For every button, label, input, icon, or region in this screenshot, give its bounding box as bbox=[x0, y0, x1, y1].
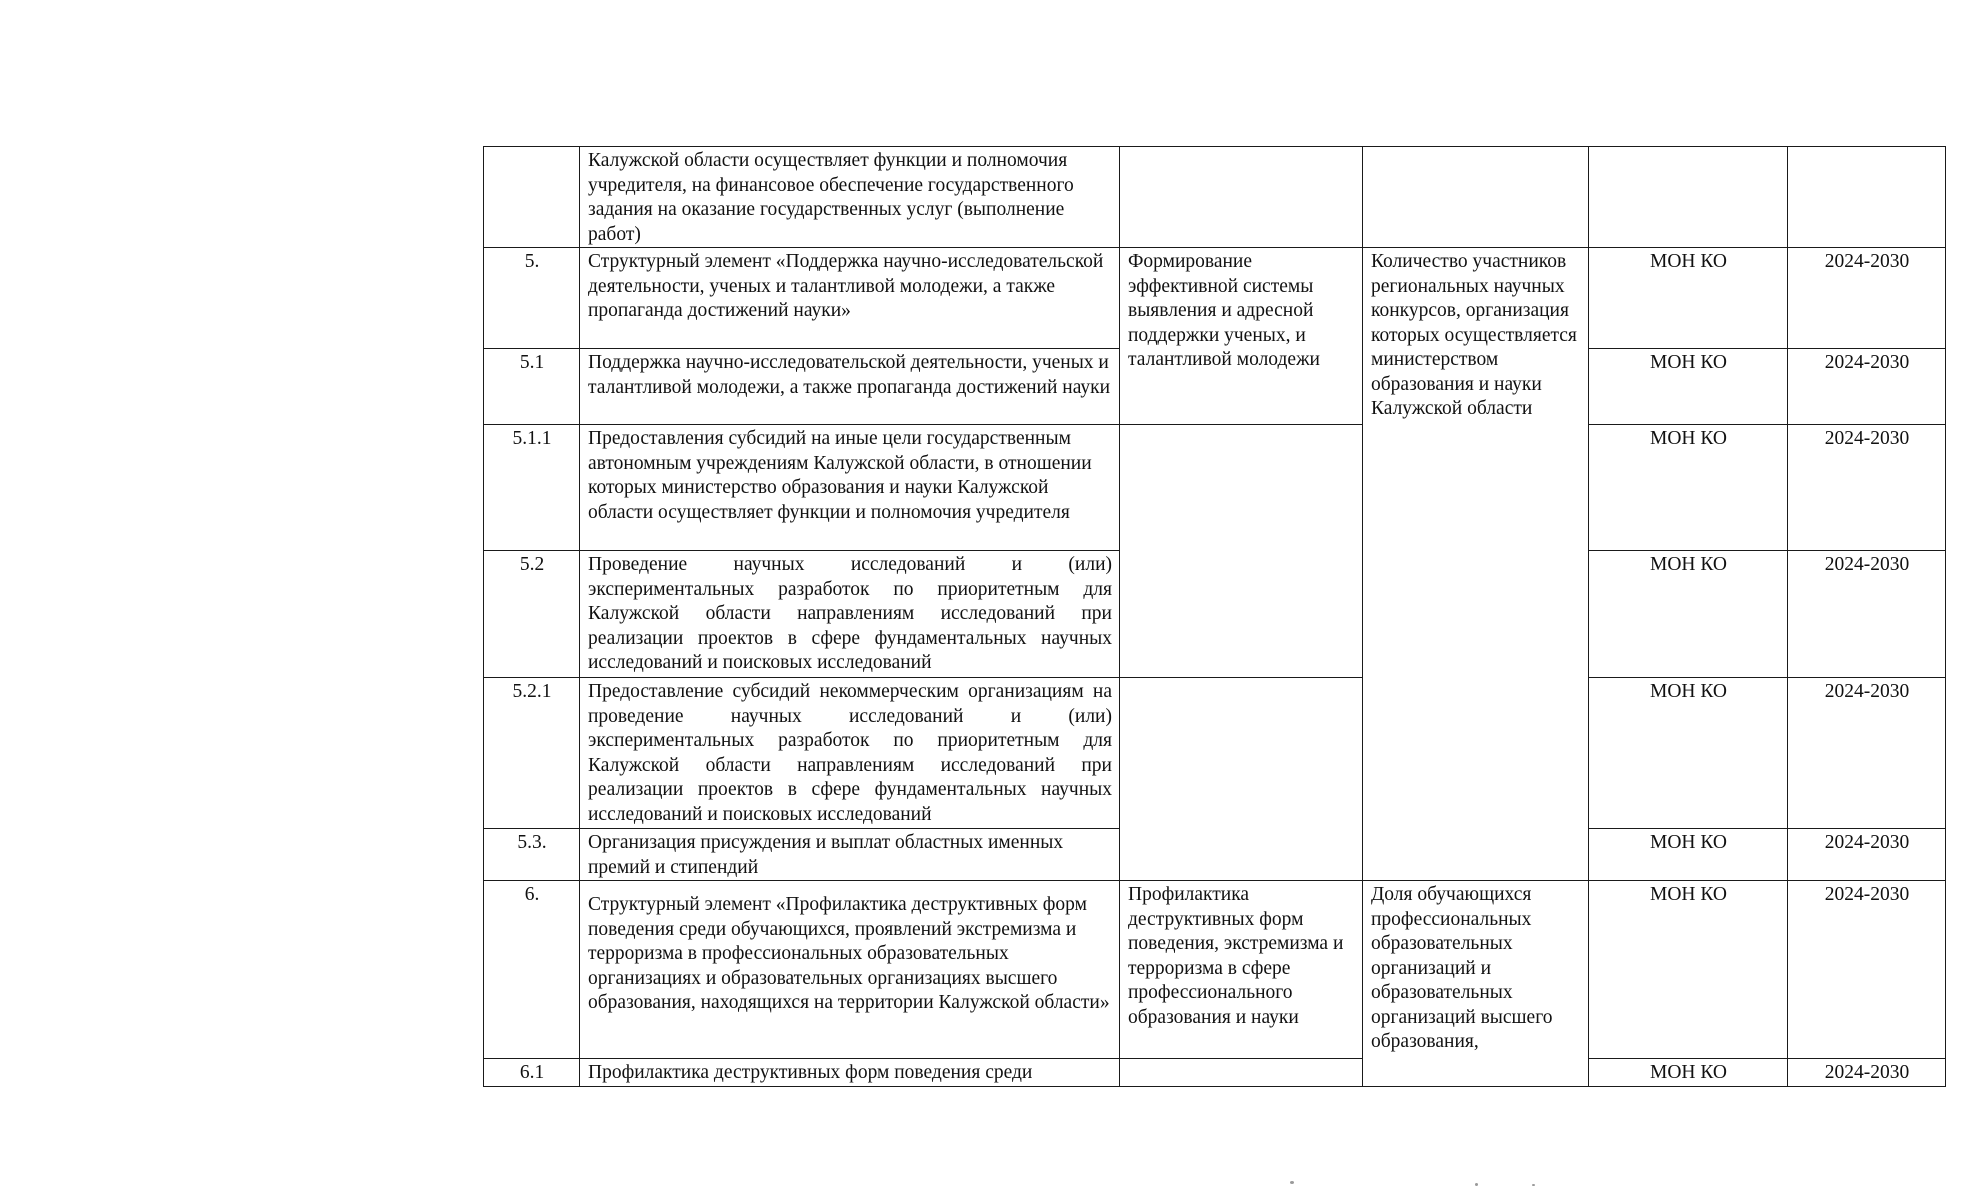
table-row bbox=[484, 881, 1946, 1059]
period-cell: 2024-2030 bbox=[1788, 349, 1946, 425]
plan-table bbox=[483, 146, 1946, 1087]
task-cell: Формирование эффективной системы выявления и адресной поддержки ученых, и талантливой молодежи bbox=[1120, 248, 1363, 425]
period-cell: 2024-2030 bbox=[1788, 551, 1946, 678]
measure-name-cell: Калужской области осуществляет функции и полномочия учредителя, на финансовое обеспечение государственного задания на оказание государственных услуг (выполнение работ) bbox=[580, 147, 1120, 248]
task-cell: Профилактика деструктивных форм поведения, экстремизма и терроризма в сфере профессионального образования и науки bbox=[1120, 881, 1363, 1059]
responsible-cell: МОН КО bbox=[1589, 678, 1788, 829]
indicator-cell: Доля обучающихся профессиональных образовательных организаций и образовательных организаций высшего образования, bbox=[1363, 881, 1589, 1087]
indicator-cell bbox=[1363, 147, 1589, 248]
responsible-cell: МОН КО bbox=[1589, 829, 1788, 881]
measure-name-cell: Проведение научных исследований и (или) экспериментальных разработок по приоритетным для Калужской области направлениям исследований при реализации проектов в сфере фундаментальных научных исследований и поисковых исследований bbox=[580, 551, 1120, 678]
period-cell: 2024-2030 bbox=[1788, 1059, 1946, 1087]
table-row bbox=[484, 678, 1946, 829]
row-number-cell: 5.1.1 bbox=[484, 425, 580, 551]
measure-name-cell: Предоставление субсидий некоммерческим организациям на проведение научных исследований и (или) экспериментальных разработок по приоритетным для Калужской области направлениям исследований при реализации проектов в сфере фундаментальных научных исследований и поисковых исследований bbox=[580, 678, 1120, 829]
task-cell bbox=[1120, 678, 1363, 881]
period-cell: 2024-2030 bbox=[1788, 881, 1946, 1059]
row-number-cell bbox=[484, 147, 580, 248]
measure-name-cell: Структурный элемент «Поддержка научно-исследовательской деятельности, ученых и талантливой молодежи, а также пропаганда достижений науки» bbox=[580, 248, 1120, 349]
responsible-cell: МОН КО bbox=[1589, 881, 1788, 1059]
row-number-cell: 5.2 bbox=[484, 551, 580, 678]
table-row bbox=[484, 147, 1946, 248]
indicator-cell: Количество участников региональных научных конкурсов, организация которых осуществляется министерством образования и науки Калужской области bbox=[1363, 248, 1589, 881]
task-cell bbox=[1120, 425, 1363, 678]
period-cell: 2024-2030 bbox=[1788, 678, 1946, 829]
period-cell: 2024-2030 bbox=[1788, 425, 1946, 551]
period-cell bbox=[1788, 147, 1946, 248]
scan-speck bbox=[1532, 1184, 1535, 1186]
table-row bbox=[484, 425, 1946, 551]
measure-name-cell: Профилактика деструктивных форм поведения среди bbox=[580, 1059, 1120, 1087]
table-row bbox=[484, 1059, 1946, 1087]
responsible-cell: МОН КО bbox=[1589, 248, 1788, 349]
measure-name-cell: Организация присуждения и выплат областных именных премий и стипендий bbox=[580, 829, 1120, 881]
responsible-cell: МОН КО bbox=[1589, 551, 1788, 678]
task-cell bbox=[1120, 147, 1363, 248]
task-cell bbox=[1120, 1059, 1363, 1087]
row-number-cell: 6.1 bbox=[484, 1059, 580, 1087]
responsible-cell: МОН КО bbox=[1589, 1059, 1788, 1087]
measure-name-cell: Поддержка научно-исследовательской деятельности, ученых и талантливой молодежи, а также пропаганда достижений науки bbox=[580, 349, 1120, 425]
row-number-cell: 5.1 bbox=[484, 349, 580, 425]
scan-speck bbox=[1475, 1183, 1478, 1186]
measure-name-cell: Предоставления субсидий на иные цели государственным автономным учреждениям Калужской области, в отношении которых министерство образования и науки Калужской области осуществляет функции и полномочия учредителя bbox=[580, 425, 1120, 551]
measure-name-cell: Структурный элемент «Профилактика деструктивных форм поведения среди обучающихся, проявлений экстремизма и терроризма в профессиональных образовательных организациях и образовательных организациях высшего образования, находящихся на территории Калужской области» bbox=[580, 881, 1120, 1059]
responsible-cell: МОН КО bbox=[1589, 425, 1788, 551]
scan-speck bbox=[1290, 1181, 1294, 1184]
row-number-cell: 5. bbox=[484, 248, 580, 349]
row-number-cell: 6. bbox=[484, 881, 580, 1059]
table-row bbox=[484, 248, 1946, 349]
period-cell: 2024-2030 bbox=[1788, 829, 1946, 881]
responsible-cell: МОН КО bbox=[1589, 349, 1788, 425]
row-number-cell: 5.3. bbox=[484, 829, 580, 881]
responsible-cell bbox=[1589, 147, 1788, 248]
period-cell: 2024-2030 bbox=[1788, 248, 1946, 349]
row-number-cell: 5.2.1 bbox=[484, 678, 580, 829]
